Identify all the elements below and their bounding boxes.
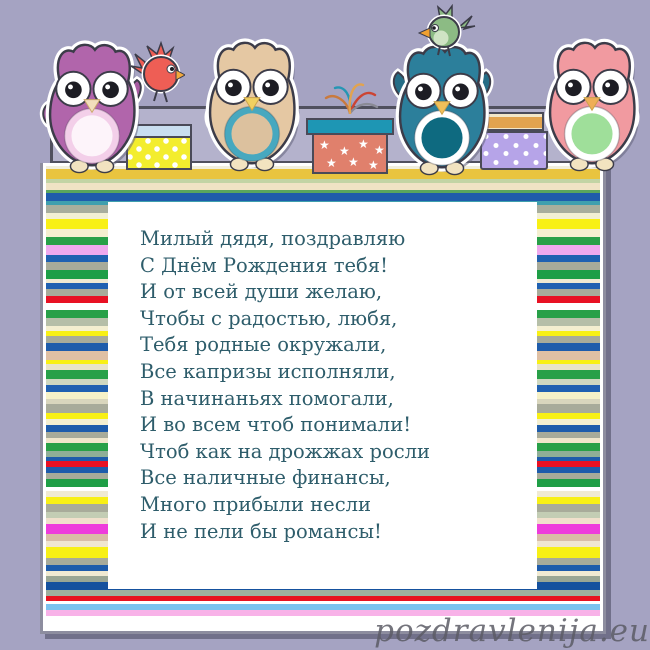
star-glyph: ★ — [368, 158, 379, 172]
poem-line: Чтоб как на дрожжах росли — [140, 439, 431, 463]
pink-owl-illustration — [538, 36, 646, 173]
gift-body — [312, 135, 388, 174]
coral-gift-box — [306, 80, 394, 174]
poem-line: Все наличные финансы, — [140, 466, 391, 490]
teal-owl-illustration — [388, 40, 496, 177]
stripe — [46, 193, 600, 201]
ribbon-curls-icon — [306, 80, 394, 114]
poem-line: Чтобы с радостью, любя, — [140, 306, 398, 330]
star-glyph: ★ — [339, 144, 350, 158]
star-glyph: ★ — [348, 155, 359, 169]
poem-line: Много прибыли несли — [140, 492, 372, 516]
stripe — [46, 183, 600, 190]
poem-line: Все капризы исполняли, — [140, 359, 396, 383]
poem-line: Тебя родные окружали, — [140, 333, 387, 357]
poem-panel — [108, 202, 537, 589]
striped-frame — [40, 163, 606, 634]
watermark: pozdravlenija.eu — [374, 613, 650, 649]
poem-line: В начинаньях помогали, — [140, 386, 394, 410]
owl-belly — [65, 108, 120, 163]
green-bird-icon — [414, 4, 476, 58]
star-glyph: ★ — [319, 138, 330, 152]
star-glyph: ★ — [326, 156, 337, 170]
poem-line: Милый дядя, поздравляю — [140, 227, 406, 250]
owl-belly — [565, 106, 620, 161]
poem-line: И от всей души желаю, — [140, 280, 383, 304]
star-glyph: ★ — [358, 137, 369, 151]
gift-lid — [306, 118, 394, 135]
star-glyph: ★ — [374, 143, 385, 157]
owl-belly — [225, 106, 280, 161]
poem-line: С Днём Рождения тебя! — [140, 253, 388, 277]
poem-line: И не пели бы романсы! — [140, 519, 382, 543]
poem-line: И во всем чтоб понимали! — [140, 413, 412, 437]
tan-owl-illustration — [198, 36, 306, 173]
owl-belly — [415, 110, 470, 165]
red-bird-icon — [129, 40, 185, 104]
